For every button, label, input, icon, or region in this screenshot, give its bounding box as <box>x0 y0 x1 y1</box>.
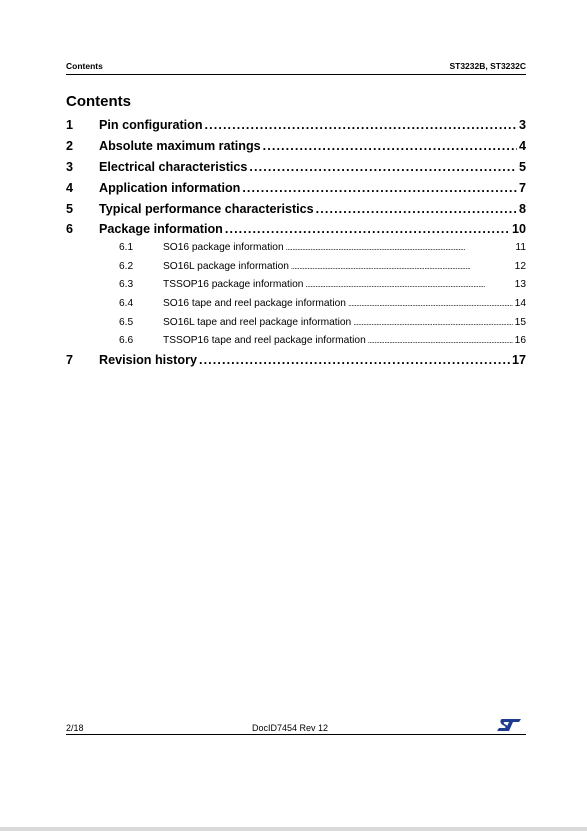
page-bottom-edge <box>0 827 587 831</box>
footer-page-number: 2/18 <box>66 723 84 733</box>
toc-subentry[interactable] <box>66 335 526 350</box>
toc-entry-label: Package information <box>99 222 223 236</box>
st-logo-icon <box>496 717 522 733</box>
page-footer <box>66 719 526 735</box>
toc-entry[interactable] <box>66 118 526 136</box>
toc-entry-number: 1 <box>66 118 74 132</box>
toc-subentry-label: TSSOP16 package information <box>163 279 304 290</box>
toc-subentry-number: 6.6 <box>119 335 134 346</box>
toc-entry-label: Electrical characteristics <box>99 160 248 174</box>
toc-entry-label: Revision history <box>99 353 197 367</box>
toc-subentry-page: 16 <box>514 335 526 346</box>
toc-leader-dots <box>305 279 512 290</box>
toc-leader-dots <box>286 242 514 253</box>
toc-subentry-number: 6.2 <box>119 261 134 272</box>
toc-leader-dots <box>199 353 510 367</box>
toc-subentry-page: 12 <box>514 261 526 272</box>
toc-entry[interactable] <box>66 160 526 178</box>
toc-subentry-label: SO16 tape and reel package information <box>163 298 346 309</box>
toc-subentry-label: SO16L tape and reel package information <box>163 317 352 328</box>
toc-entry[interactable] <box>66 222 526 240</box>
toc-entry-number: 4 <box>66 181 74 195</box>
toc-subentry-number: 6.3 <box>119 279 134 290</box>
toc-entry-page: 8 <box>518 202 526 216</box>
toc-entry-number: 5 <box>66 202 74 216</box>
header-section-label: Contents <box>66 61 103 71</box>
toc-subentry-page: 13 <box>514 279 526 290</box>
toc-entry-number: 6 <box>66 222 74 236</box>
toc-entry-label: Pin configuration <box>99 118 203 132</box>
toc-entry-page: 4 <box>518 139 526 153</box>
toc-subentry-page: 14 <box>514 298 526 309</box>
toc-subentry[interactable] <box>66 242 526 257</box>
toc-subentry[interactable] <box>66 317 526 332</box>
toc-leader-dots <box>368 335 513 346</box>
toc-entry-number: 2 <box>66 139 74 153</box>
toc-entry[interactable] <box>66 353 526 371</box>
toc-entry-page: 5 <box>518 160 526 174</box>
toc-entry-label: Absolute maximum ratings <box>99 139 261 153</box>
toc-subentry-number: 6.1 <box>119 242 134 253</box>
toc-subentry-number: 6.5 <box>119 317 134 328</box>
toc-entry[interactable] <box>66 181 526 199</box>
page-title: Contents <box>66 93 131 110</box>
toc-leader-dots <box>353 317 512 328</box>
toc-subentry-label: SO16L package information <box>163 261 289 272</box>
footer-doc-id: DocID7454 Rev 12 <box>252 723 329 733</box>
toc-leader-dots <box>205 118 517 132</box>
toc-entry-label: Typical performance characteristics <box>99 202 314 216</box>
toc-leader-dots <box>348 298 513 309</box>
toc-entry-number: 3 <box>66 160 74 174</box>
toc-subentry[interactable] <box>66 261 526 276</box>
toc-entry[interactable] <box>66 139 526 157</box>
toc-entry-page: 7 <box>518 181 526 195</box>
toc-subentry-label: SO16 package information <box>163 242 284 253</box>
page-header <box>66 61 526 75</box>
toc-subentry-number: 6.4 <box>119 298 134 309</box>
toc-entry[interactable] <box>66 202 526 220</box>
toc-subentry-page: 11 <box>515 242 526 253</box>
toc-subentry-page: 15 <box>514 317 526 328</box>
toc-leader-dots <box>263 139 517 153</box>
toc-leader-dots <box>249 160 517 174</box>
toc-entry-number: 7 <box>66 353 74 367</box>
toc-entry-label: Application information <box>99 181 241 195</box>
toc-subentry[interactable] <box>66 298 526 313</box>
toc-subentry-label: TSSOP16 tape and reel package information <box>163 335 366 346</box>
toc-entry-page: 17 <box>511 353 526 367</box>
toc-leader-dots <box>316 202 517 216</box>
toc-subentry[interactable] <box>66 279 526 294</box>
toc-leader-dots <box>242 181 517 195</box>
toc-entry-page: 3 <box>518 118 526 132</box>
toc-entry-page: 10 <box>511 222 526 236</box>
header-product-name: ST3232B, ST3232C <box>449 61 526 71</box>
toc-leader-dots <box>225 222 510 236</box>
toc-leader-dots <box>291 261 513 272</box>
